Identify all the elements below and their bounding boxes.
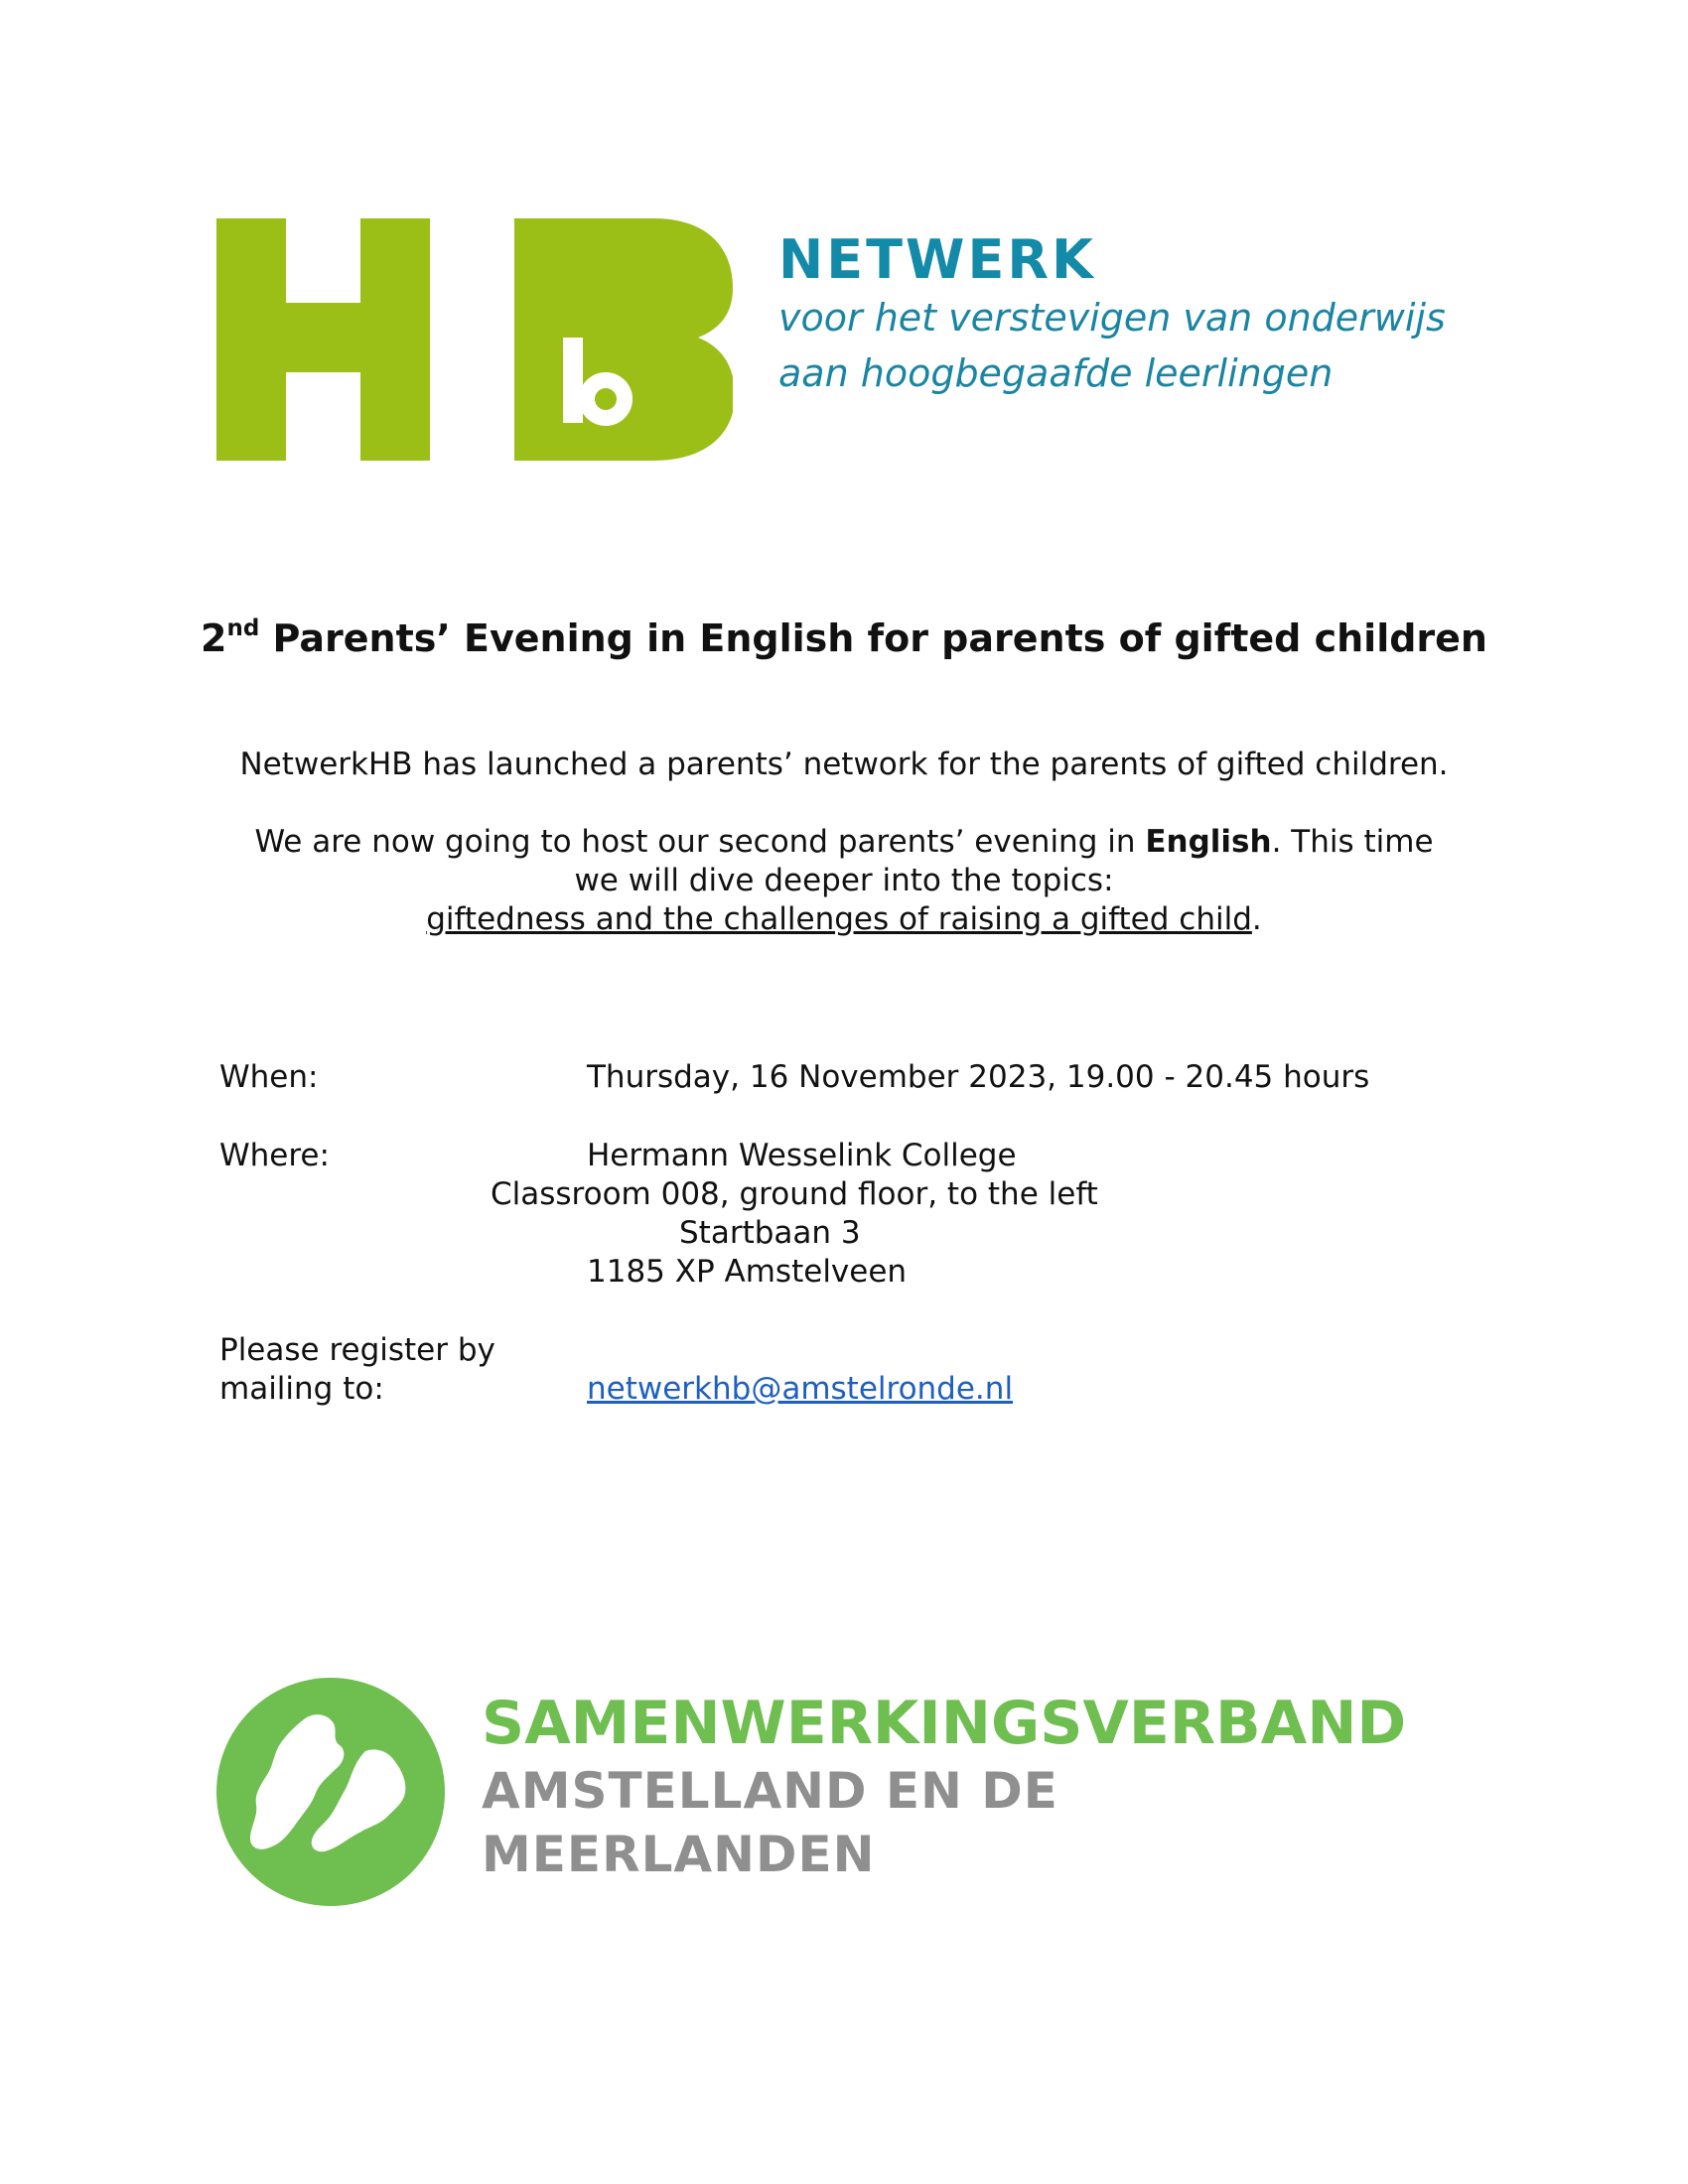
- page-title: 2nd Parents’ Evening in English for parents of gifted children: [201, 615, 1487, 660]
- bold-english: English: [1145, 824, 1272, 860]
- map-circle-icon: [216, 1678, 445, 1906]
- intro-paragraph-2: We are now going to host our second parents’ evening in English. This time we will dive deeper into the topics: giftedness and the challenges of raising a gifted child.: [254, 824, 1434, 937]
- email-link[interactable]: netwerkhb@amstelronde.nl: [587, 1371, 1014, 1407]
- address-line-3: Startbaan 3: [679, 1215, 861, 1251]
- sw-line-1: SAMENWERKINGSVERBAND: [482, 1689, 1407, 1758]
- where-label: Where:: [219, 1138, 330, 1173]
- address-line-4: 1185 XP Amstelveen: [587, 1254, 908, 1290]
- hb-logo-text: [778, 230, 1446, 401]
- hb-tagline-line1: voor het verstevigen van onderwijs: [778, 296, 1446, 340]
- register-label-line-1: Please register by: [219, 1332, 495, 1368]
- hb-logo-b-shape: [514, 218, 733, 461]
- sw-line-2: AMSTELLAND EN DE: [482, 1762, 1058, 1820]
- sw-line-3: MEERLANDEN: [482, 1826, 876, 1883]
- hb-netwerk-wordmark: NETWERK: [778, 228, 1096, 291]
- hb-tagline-line2: aan hoogbegaafde leerlingen: [778, 351, 1334, 395]
- address-line-2: Classroom 008, ground floor, to the left: [491, 1176, 1098, 1212]
- when-label: When:: [219, 1059, 319, 1095]
- underlined-topics: giftedness and the challenges of raising a gifted child: [426, 901, 1252, 937]
- title-superscript: nd: [226, 615, 260, 641]
- intro-paragraph-1: NetwerkHB has launched a parents’ network for the parents of gifted children.: [239, 747, 1449, 782]
- samenwerkingsverband-wordmark: [482, 1688, 1406, 1886]
- register-label-line-2: mailing to:: [219, 1371, 384, 1407]
- when-value: Thursday, 16 November 2023, 19.00 - 20.45 hours: [587, 1059, 1370, 1095]
- hb-logo-mark: [216, 218, 733, 461]
- address-line-1: Hermann Wesselink College: [587, 1138, 1017, 1173]
